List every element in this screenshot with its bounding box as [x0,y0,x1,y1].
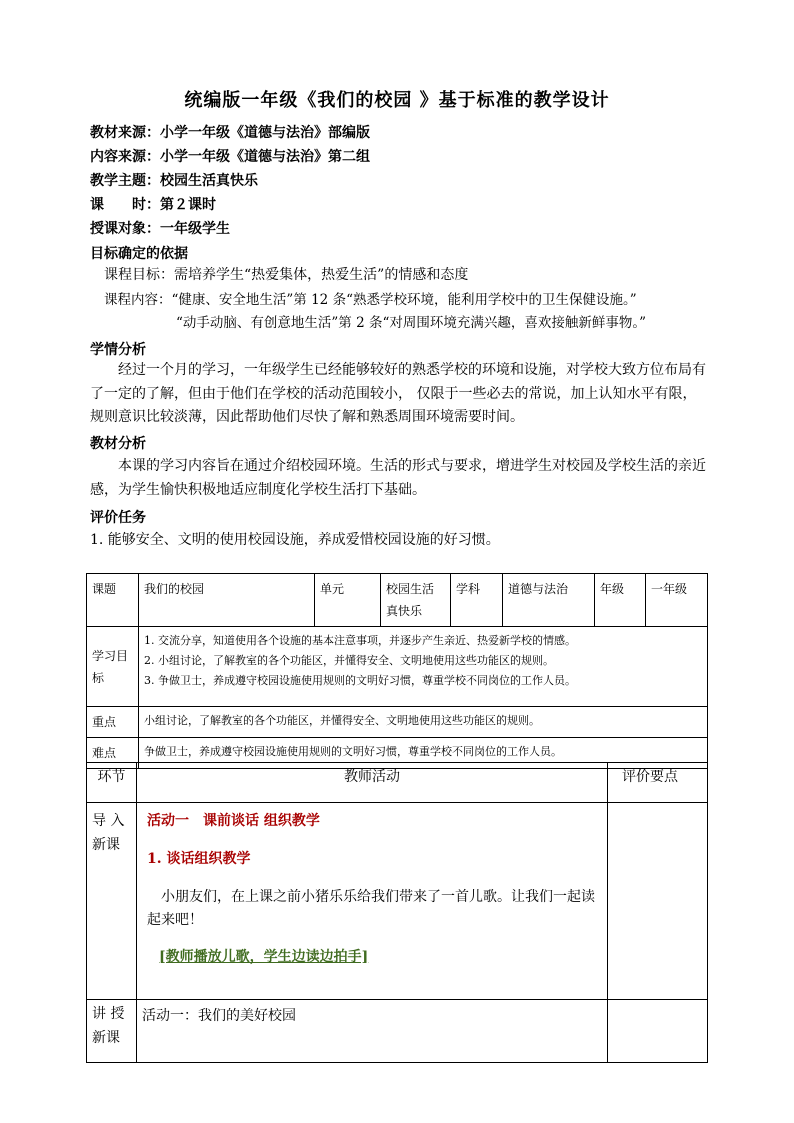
tasks-item-1: 1. 能够安全、文明的使用校园设施，养成爱惜校园设施的好习惯。 [90,532,500,548]
intro-subheading: 1. 谈话组织教学 [147,851,251,867]
goals-list [139,627,708,707]
teacher-activity-header: 教师活动 [137,763,608,803]
analysis-heading: 学情分析 [90,342,146,358]
intro-note: [教师播放儿歌，学生边读边拍手] [159,949,369,965]
basis-heading: 目标确定的依据 [90,246,188,262]
tasks-heading: 评价任务 [90,510,146,526]
meta-content: 内容来源：小学一年级《道德与法治》第二组 [90,149,370,165]
topic-value: 我们的校园 [139,574,315,627]
unit-value: 校园生活真快乐 [381,574,451,627]
goal-item: 1. 交流分享，知道使用各个设施的基本注意事项，并逐步产生亲近、热爱新学校的情感。 [144,634,576,647]
analysis-text: 经过一个月的学习，一年级学生已经能够较好的熟悉学校的环境和设施，对学校大致方位布局有了一定的了解，但由于他们在学校的活动范围较小， 仅限于一些必去的常说，加上认知水平有限，规则意识比较淡薄，因此帮助他们尽快了解和熟悉周围环境需要时间。 [90,362,706,425]
meta-period: 课 时：第２课时 [90,197,216,213]
meta-source: 教材来源：小学一年级《道德与法治》部编版 [90,125,370,141]
stage-header: 环节 [87,763,137,803]
textbook-heading: 教材分析 [90,436,146,452]
subject-value: 道德与法治 [503,574,595,627]
goals-label: 学习目标 [87,627,139,707]
unit-label: 单元 [315,574,381,627]
textbook-text: 本课的学习内容旨在通过介绍校园环境。生活的形式与要求，增进学生对校园及学校生活的亲近感，为学生愉快积极地适应制度化学校生活打下基础。 [90,458,706,498]
teaching-activity: 活动一：我们的美好校园 [137,1000,608,1063]
teaching-evaluation [608,1000,708,1063]
difficulty-value: 争做卫士，养成遵守校园设施使用规则的文明好习惯，尊重学校不同岗位的工作人员。 [139,738,708,769]
stage-teaching: 讲 授新课 [87,1000,137,1063]
basis-content-2: “动手动脑、有创意地生活”第 2 条“对周围环境充满兴趣，喜欢接触新鲜事物。” [176,315,647,331]
difficulty-label: 难点 [87,738,139,769]
topic-label: 课题 [87,574,139,627]
intro-evaluation [608,803,708,1000]
stage-intro: 导 入新课 [87,803,137,1000]
activity-table [86,762,708,1063]
basis-content-1: 课程内容：“健康、安全地生活”第 12 条“熟悉学校环境，能利用学校中的卫生保健设施。” [104,292,637,308]
goal-item: 3. 争做卫士，养成遵守校园设施使用规则的文明好习惯，尊重学校不同岗位的工作人员。 [144,674,576,687]
meta-audience: 授课对象：一年级学生 [90,221,230,237]
intro-text: 小朋友们，在上课之前小猪乐乐给我们带来了一首儿歌。让我们一起读起来吧！ [147,889,595,928]
subject-label: 学科 [451,574,503,627]
meta-theme: 教学主题：校园生活真快乐 [90,173,258,189]
key-label: 重点 [87,707,139,738]
intro-activity-title: 活动一 课前谈话 组织教学 [147,813,320,829]
key-value: 小组讨论，了解教室的各个功能区，并懂得安全、文明地使用这些功能区的规则。 [139,707,708,738]
page-title: 统编版一年级《我们的校园 》基于标准的教学设计 [184,90,610,111]
evaluation-header: 评价要点 [608,763,708,803]
basis-goal: 课程目标：需培养学生“热爱集体，热爱生活”的情感和态度 [104,267,469,283]
intro-activity [137,803,608,1000]
info-table [86,573,708,769]
grade-value: 一年级 [646,574,708,627]
goal-item: 2. 小组讨论，了解教室的各个功能区，并懂得安全、文明地使用这些功能区的规则。 [144,654,554,667]
grade-label: 年级 [595,574,646,627]
